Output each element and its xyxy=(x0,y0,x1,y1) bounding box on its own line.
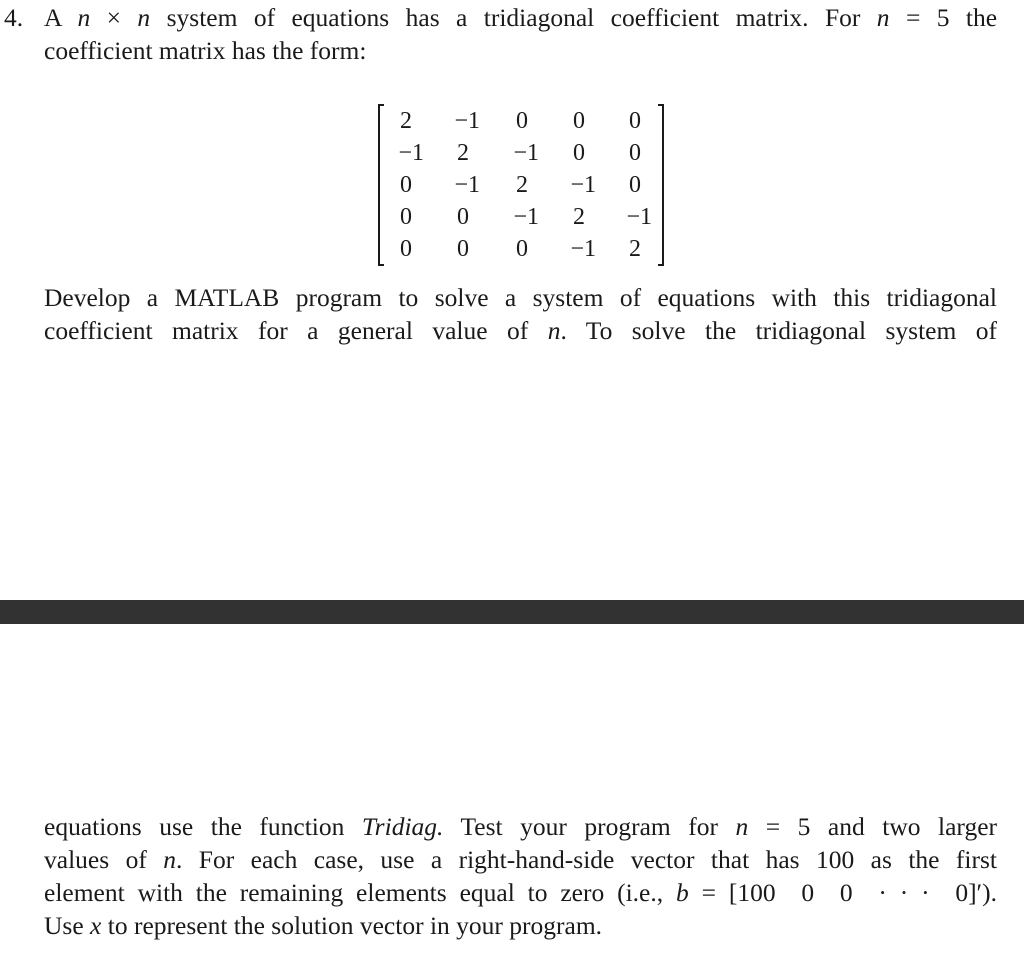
matrix-cell: −1 xyxy=(454,172,480,198)
matrix-cell: −1 xyxy=(398,140,424,166)
matrix-cell: 0 xyxy=(457,236,469,262)
matrix-cell: 0 xyxy=(573,108,585,134)
develop-line-2: coefficient matrix for a general value of n. To solve the tridiagonal system of xyxy=(44,316,998,345)
cont-line-3: element with the remaining elements equal to zero (i.e., b = [100 0 0 · · · 0]′). xyxy=(44,878,998,907)
matrix-cell: 2 xyxy=(573,204,585,230)
matrix-cell: 0 xyxy=(629,108,641,134)
matrix-cell: 0 xyxy=(629,140,641,166)
matrix-cell: −1 xyxy=(570,172,596,198)
matrix-cell: 0 xyxy=(573,140,585,166)
matrix-cell: −1 xyxy=(626,204,652,230)
matrix-cell: −1 xyxy=(454,108,480,134)
matrix-cell: 0 xyxy=(400,204,412,230)
matrix-cell: 2 xyxy=(516,172,528,198)
matrix-cell: 0 xyxy=(400,236,412,262)
matrix-cell: 0 xyxy=(457,204,469,230)
cont-line-1: equations use the function Tridiag. Test your program for n = 5 and two larger xyxy=(44,812,998,841)
matrix-cell: 0 xyxy=(516,236,528,262)
cont-line-4: Use x to represent the solution vector in your program. xyxy=(44,911,603,940)
matrix-cell: 2 xyxy=(400,108,412,134)
cont-line-2: values of n. For each case, use a right-hand-side vector that has 100 as the first xyxy=(44,845,997,874)
matrix-right-bracket xyxy=(658,104,664,266)
coefficient-matrix xyxy=(378,104,664,266)
matrix-cell: −1 xyxy=(513,204,539,230)
matrix-cell: 2 xyxy=(457,140,469,166)
intro-line-2: coefficient matrix has the form: xyxy=(44,36,367,65)
intro-line-1: A n × n system of equations has a tridiagonal coefficient matrix. For n = 5 the xyxy=(44,3,998,32)
matrix-cell: 2 xyxy=(629,236,641,262)
develop-line-1: Develop a MATLAB program to solve a system of equations with this tridiagonal xyxy=(44,283,997,312)
matrix-cell: −1 xyxy=(570,236,596,262)
matrix-cell: 0 xyxy=(629,172,641,198)
page-divider xyxy=(0,600,1024,624)
matrix-cell: 0 xyxy=(400,172,412,198)
matrix-cell: −1 xyxy=(513,140,539,166)
matrix-cell: 0 xyxy=(516,108,528,134)
